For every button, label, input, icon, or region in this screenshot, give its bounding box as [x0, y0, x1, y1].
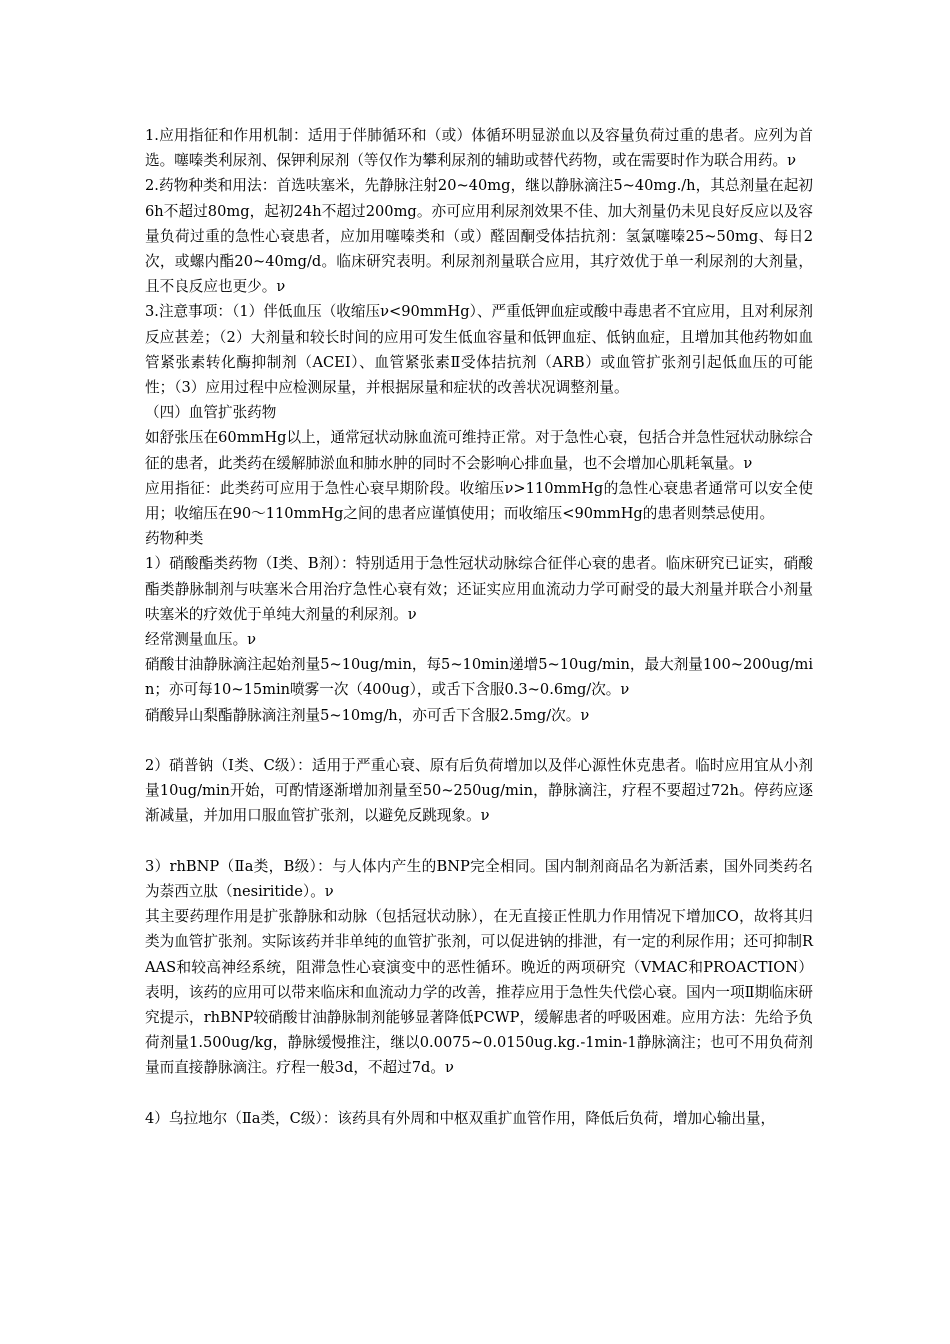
- section-heading-vasodilators: （四）血管扩张药物: [145, 404, 277, 422]
- paragraph-rhbnp: 3）rhBNP（Ⅱa类，B级）：与人体内产生的BNP完全相同。国内制剂商品名为新活素，国外同类药名为萘西立肽（nesiritide）。ν: [145, 857, 813, 901]
- paragraph-nitroglycerin: 硝酸甘油静脉滴注起始剂量5~10ug/min，每5~10min递增5~10ug/min，最大剂量100~200ug/min；亦可每10~15min喷雾一次（400ug），或舌下含服0.3~0.6mg/次。ν: [145, 656, 813, 699]
- paragraph-urapidil: 4）乌拉地尔（Ⅱa类，C级）：该药具有外周和中枢双重扩血管作用，降低后负荷，增加心输出量，: [145, 1109, 776, 1127]
- paragraph-diuretic-precautions: 3.注意事项：（1）伴低血压（收缩压ν<90mmHg）、严重低钾血症或酸中毒患者不宜应用，且对利尿剂反应甚差；（2）大剂量和较长时间的应用可发生低血容量和低钾血症、低钠血症，且增加其他药物如血管紧张素转化酶抑制剂（ACEI）、血管紧张素Ⅱ受体拮抗剂（ARB）或血管扩张剂引起低血压的可能性；（3）应用过程中应检测尿量，并根据尿量和症状的改善状况调整剂量。: [145, 303, 813, 397]
- paragraph-rhbnp-pharmacology: 其主要药理作用是扩张静脉和动脉（包括冠状动脉），在无直接正性肌力作用情况下增加CO，故将其归类为血管扩张剂。实际该药并非单纯的血管扩张剂，可以促进钠的排泄，有一定的利尿作用；还可抑制RAAS和较高神经系统，阻滞急性心衰演变中的恶性循环。晚近的两项研究（VMAC和PROACTION）表明，该药的应用可以带来临床和血流动力学的改善，推荐应用于急性失代偿心衰。国内一项Ⅱ期临床研究提示，rhBNP较硝酸甘油静脉制剂能够显著降低PCWP，缓解患者的呼吸困难。应用方法：先给予负荷剂量1.500ug/kg，静脉缓慢推注，继以0.0075~0.0150ug.kg.-1min-1静脉滴注；也可不用负荷剂量而直接静脉滴注。疗程一般3d，不超过7d。ν: [145, 908, 813, 1077]
- blank-line: [145, 728, 813, 753]
- document-page: [145, 123, 813, 1131]
- blank-line: [145, 829, 813, 854]
- paragraph-vasodilator-indications: 应用指征：此类药可应用于急性心衰早期阶段。收缩压ν>110mmHg的急性心衰患者通常可以安全使用；收缩压在90～110mmHg之间的患者应谨慎使用；而收缩压<90mmHg的患者则禁忌使用。: [145, 479, 813, 523]
- paragraph-isosorbide: 硝酸异山梨酯静脉滴注剂量5~10mg/h，亦可舌下含服2.5mg/次。ν: [145, 706, 590, 724]
- blank-line: [145, 1081, 813, 1106]
- paragraph-diuretic-dosage: 2.药物种类和用法：首选呋塞米，先静脉注射20~40mg，继以静脉滴注5~40mg./h，其总剂量在起初6h不超过80mg，起初24h不超过200mg。亦可应用利尿剂效果不佳、加大剂量仍未见良好反应以及容量负荷过重的急性心衰患者，应加用噻嗪类和（或）醛固酮受体拮抗剂：氢氯噻嗪25~50mg、每日2次，或螺内酯20~40mg/d。临床研究表明。利尿剂剂量联合应用，其疗效优于单一利尿剂的大剂量，且不良反应也更少。ν: [145, 177, 813, 296]
- paragraph-nitrates: 1）硝酸酯类药物（Ⅰ类、B剂）：特别适用于急性冠状动脉综合征伴心衰的患者。临床研究已证实，硝酸酯类静脉制剂与呋塞米合用治疗急性心衰有效；还证实应用血流动力学可耐受的最大剂量并联合小剂量呋塞米的疗效优于单纯大剂量的利尿剂。ν: [145, 555, 813, 623]
- paragraph-diuretic-indications: 1.应用指征和作用机制：适用于伴肺循环和（或）体循环明显淤血以及容量负荷过重的患者。应列为首选。噻嗪类利尿剂、保钾利尿剂（等仅作为攀利尿剂的辅助或替代药物，或在需要时作为联合用药。ν: [145, 127, 813, 170]
- subheading-drug-types: 药物种类: [145, 530, 204, 548]
- paragraph-vasodilator-intro: 如舒张压在60mmHg以上，通常冠状动脉血流可维持正常。对于急性心衰，包括合并急性冠状动脉综合征的患者，此类药在缓解肺淤血和肺水肿的同时不会影响心排血量，也不会增加心肌耗氧量。ν: [145, 429, 813, 472]
- paragraph-nitroprusside: 2）硝普钠（Ⅰ类、C级）：适用于严重心衰、原有后负荷增加以及伴心源性休克患者。临时应用宜从小剂量10ug/min开始，可酌情逐渐增加剂量至50~250ug/min，静脉滴注，疗程不要超过72h。停药应逐渐减量，并加用口服血管扩张剂，以避免反跳现象。ν: [145, 757, 813, 825]
- paragraph-bp-monitoring: 经常测量血压。ν: [145, 631, 257, 649]
